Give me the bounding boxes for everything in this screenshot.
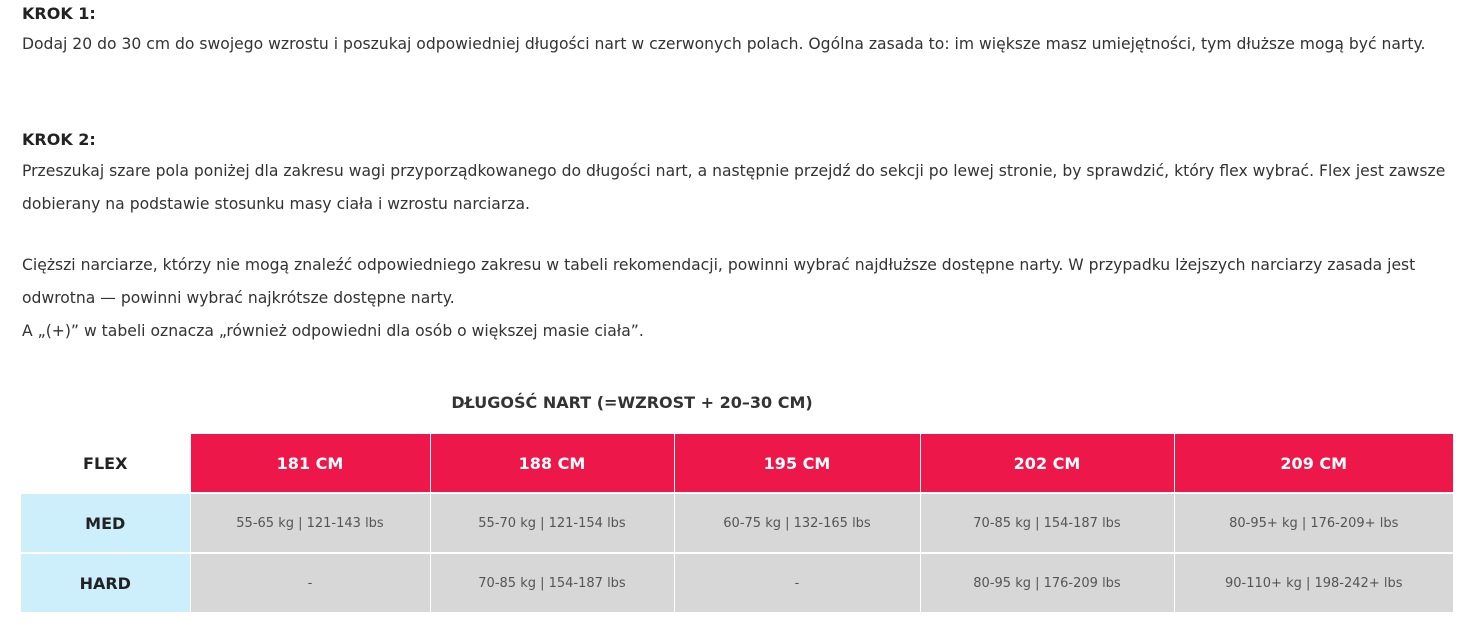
weight-range-cell: 80-95+ kg | 176-209+ lbs bbox=[1174, 493, 1453, 553]
weight-range-cell: 90-110+ kg | 198-242+ lbs bbox=[1174, 553, 1453, 612]
length-header: 209 CM bbox=[1174, 434, 1453, 493]
weight-range-cell: 55-70 kg | 121-154 lbs bbox=[430, 493, 674, 553]
table-header-row bbox=[21, 434, 1453, 493]
table-row bbox=[21, 493, 1453, 553]
table-row bbox=[21, 553, 1453, 612]
weight-range-cell: 80-95 kg | 176-209 lbs bbox=[920, 553, 1174, 612]
flex-label-hard: HARD bbox=[21, 553, 190, 612]
flex-label-med: MED bbox=[21, 493, 190, 553]
length-header: 181 CM bbox=[190, 434, 430, 493]
length-header: 195 CM bbox=[674, 434, 920, 493]
length-header: 202 CM bbox=[920, 434, 1174, 493]
step2-label: KROK 2: bbox=[22, 130, 96, 149]
ski-length-table bbox=[21, 434, 1453, 612]
flex-header: FLEX bbox=[21, 434, 190, 493]
weight-range-cell: 70-85 kg | 154-187 lbs bbox=[920, 493, 1174, 553]
plus-sign-note: A „(+)” w tabeli oznacza „również odpowiedni dla osób o większej masie ciała”. bbox=[22, 322, 644, 340]
length-header: 188 CM bbox=[430, 434, 674, 493]
weight-range-cell: 55-65 kg | 121-143 lbs bbox=[190, 493, 430, 553]
step1-label: KROK 1: bbox=[22, 4, 96, 23]
weight-range-cell: 60-75 kg | 132-165 lbs bbox=[674, 493, 920, 553]
table-title: DŁUGOŚĆ NART (=WZROST + 20–30 CM) bbox=[451, 393, 813, 412]
weight-range-cell: - bbox=[190, 553, 430, 612]
step1-text: Dodaj 20 do 30 cm do swojego wzrostu i poszukaj odpowiedniej długości nart w czerwonych polach. Ogólna zasada to: im większe masz umiejętności, tym dłuższe mogą być narty. bbox=[22, 35, 1426, 53]
heavier-skiers-note: Cięższi narciarze, którzy nie mogą znaleźć odpowiedniego zakresu w tabeli rekomendacji, powinni wybrać najdłuższe dostępne narty. W przypadku lżejszych narciarzy zasada jest odwrotna — powinni wybrać najkrótsze dostępne narty. bbox=[22, 256, 1416, 307]
step2-text: Przeszukaj szare pola poniżej dla zakresu wagi przyporządkowanego do długości nart, a następnie przejdź do sekcji po lewej stronie, by sprawdzić, który flex wybrać. Flex jest zawsze dobierany na podstawie stosunku masy ciała i wzrostu narciarza. bbox=[22, 162, 1446, 213]
weight-range-cell: - bbox=[674, 553, 920, 612]
weight-range-cell: 70-85 kg | 154-187 lbs bbox=[430, 553, 674, 612]
